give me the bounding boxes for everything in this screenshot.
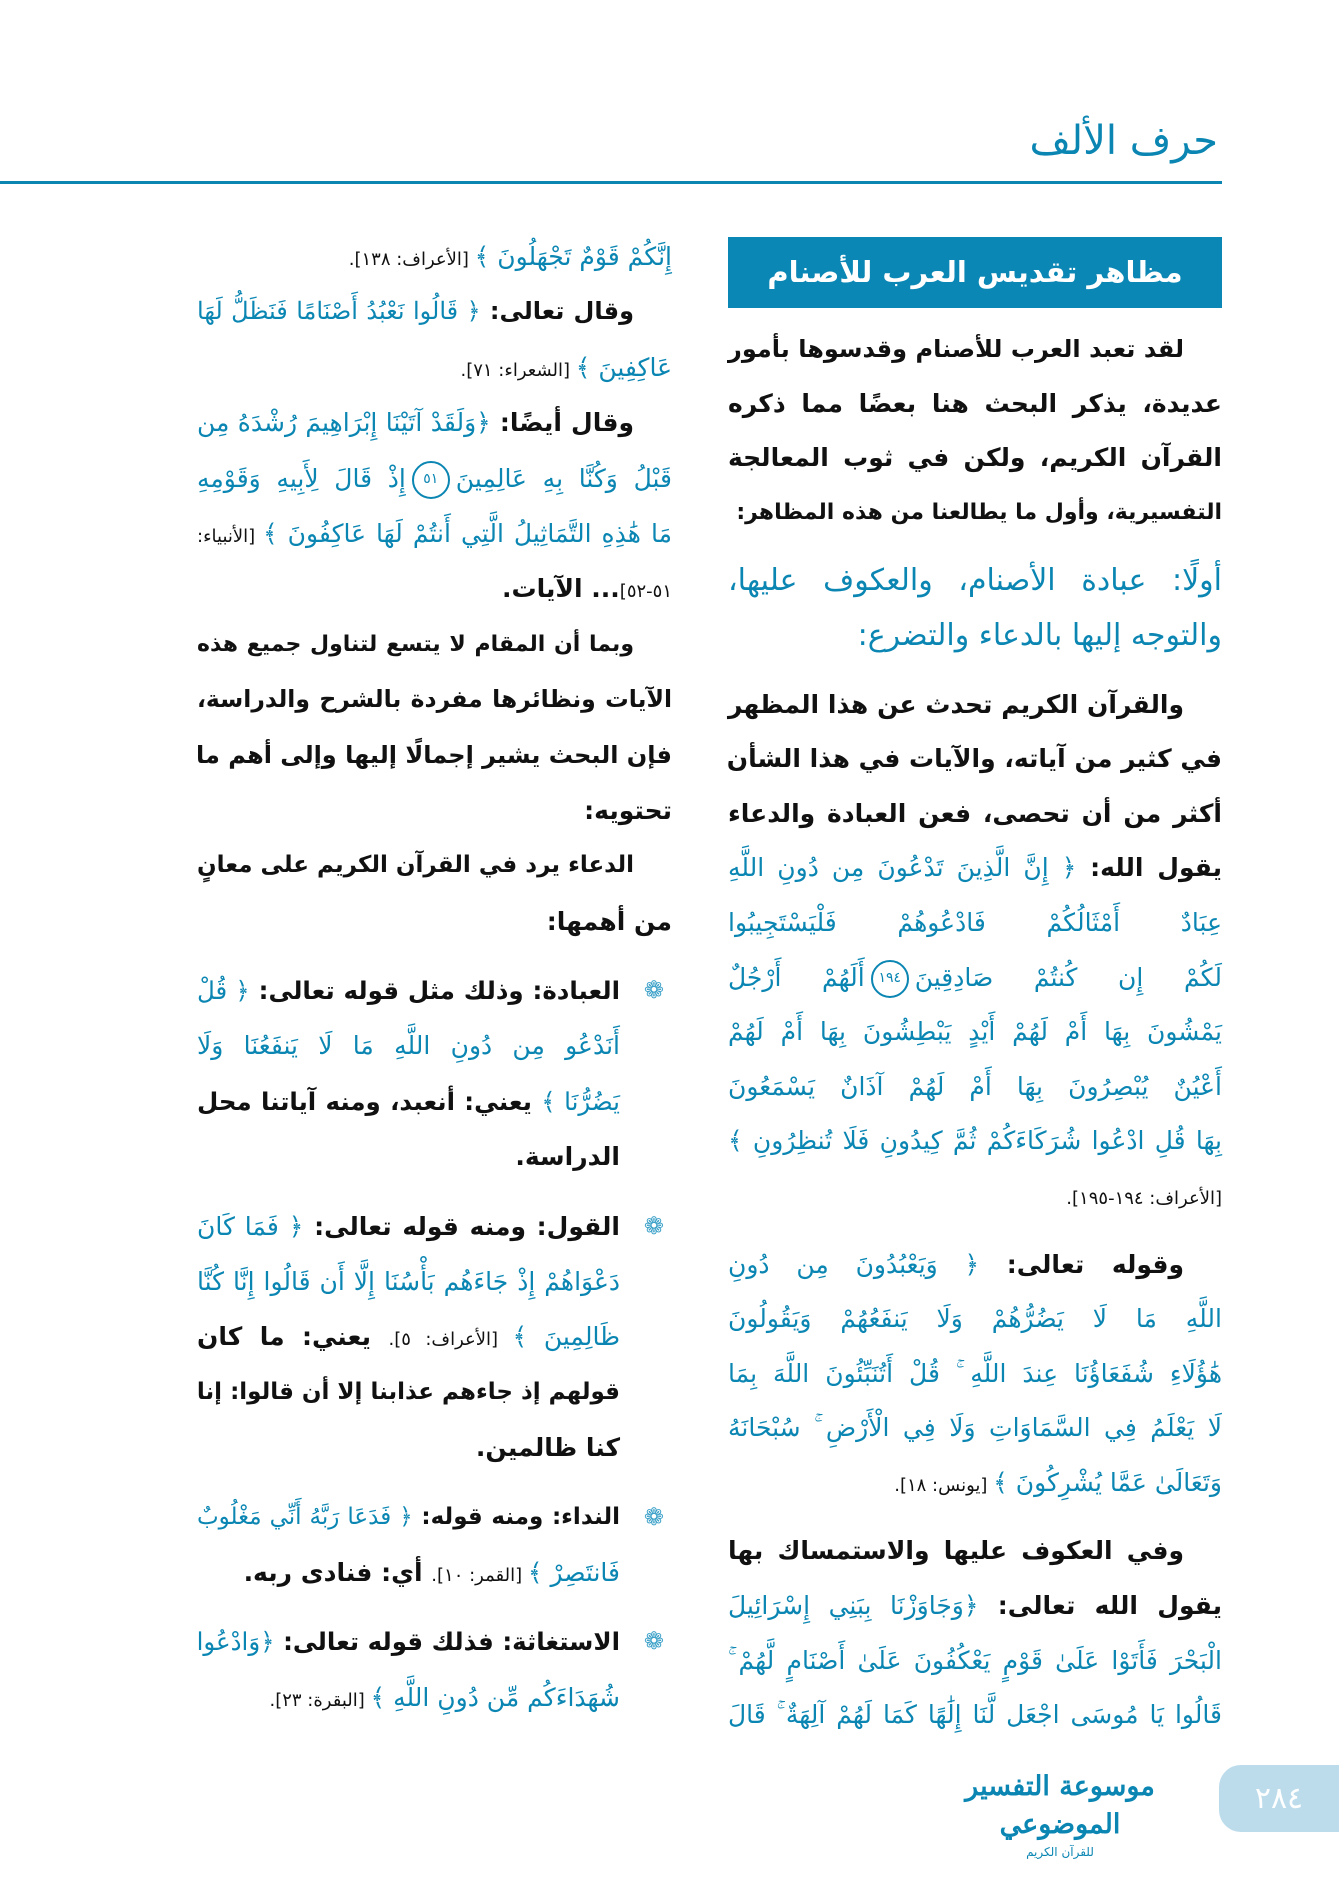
- logo-subtitle: للقرآن الكريم: [1026, 1845, 1094, 1859]
- text-line: [728, 841, 1222, 896]
- bullet-item: [197, 1614, 672, 1725]
- text-line: [728, 732, 1222, 787]
- text-line: [197, 1309, 672, 1364]
- body-text: عديدة، يذكر البحث هنا بعضًا مما ذكره: [728, 388, 1222, 418]
- text-line: [728, 1401, 1222, 1456]
- quran-verse: عَاكِفِينَ ﴾: [575, 352, 672, 382]
- text-line: [197, 451, 672, 506]
- quran-verse: مَا هَٰذِهِ التَّمَاثِيلُ الَّتِي أَنتُمْ لَهَا عَاكِفُونَ ﴾: [262, 518, 672, 548]
- body-text: والتوجه إليها بالدعاء والتضرع:: [857, 617, 1222, 653]
- body-text: وفي العكوف عليها والاستمساك بها: [728, 1536, 1184, 1566]
- text-line: [728, 787, 1222, 842]
- body-text: ومنه قوله تعالى:: [303, 1211, 526, 1241]
- text-line: [728, 322, 1222, 377]
- verse-reference: [الأعراف: ١٣٨].: [348, 249, 475, 270]
- rosette-icon: ❁: [643, 976, 664, 1005]
- body-text: قولهم إذ جاءهم عذابنا إلا أن قالوا: إنا: [196, 1378, 620, 1405]
- paragraph: [728, 1238, 1222, 1511]
- bullet-term: القول:: [526, 1211, 620, 1241]
- text-line: [728, 1524, 1222, 1579]
- text-line: [728, 1688, 1222, 1743]
- body-text: أي: فنادى ربه.: [243, 1557, 432, 1587]
- quran-verse: ﴿ فَمَا كَانَ: [197, 1211, 304, 1241]
- text-line: [728, 1634, 1222, 1689]
- quran-verse: قَبْلُ وَكُنَّا بِهِ عَالِمِينَ: [455, 463, 672, 493]
- quran-verse: قَالُوا يَا مُوسَى اجْعَل لَّنَا إِلَٰهًا كَمَا لَهُمْ آلِهَةٌ ۚ قَالَ: [728, 1700, 1222, 1730]
- body-text: ومنه قوله:: [412, 1503, 544, 1530]
- quran-verse: ﴿ قَالُوا نَعْبُدُ أَصْنَامًا فَنَظَلُّ لَهَا: [197, 297, 481, 326]
- body-text: ... الآيات.: [502, 574, 620, 604]
- text-line: [197, 1074, 672, 1129]
- body-text: يعني: ما كان: [197, 1322, 389, 1352]
- body-text: من أهمها:: [546, 906, 672, 936]
- quran-verse: إِذْ قَالَ لِأَبِيهِ وَقَوْمِهِ: [197, 463, 406, 493]
- text-line: [728, 377, 1222, 432]
- body-text: كنا ظالمين.: [475, 1433, 620, 1463]
- body-text: فذلك قوله تعالى:: [274, 1627, 494, 1657]
- verse-reference: [الأنبياء:: [197, 525, 263, 547]
- quran-verse: هَٰؤُلَاءِ شُفَعَاؤُنَا عِندَ اللَّهِ ۚ قُلْ أَتُنَبِّئُونَ اللَّهَ بِمَا: [728, 1358, 1222, 1388]
- verse-reference: [الشعراء: ٧١].: [460, 359, 576, 381]
- body-text: وذلك مثل قوله تعالى:: [249, 976, 524, 1006]
- header-divider: [0, 181, 1222, 184]
- quran-verse: الْبَحْرَ فَأَتَوْا عَلَىٰ قَوْمٍ يَعْكُفُونَ عَلَىٰ أَصْنَامٍ لَّهُمْ ۚ: [728, 1645, 1222, 1675]
- rosette-icon: ❁: [643, 1502, 664, 1531]
- body-text: الآيات ونظائرها مفردة بالشرح والدراسة،: [197, 685, 672, 714]
- quran-verse: أَعْيُنٌ يُبْصِرُونَ بِهَا أَمْ لَهُمْ آذَانٌ يَسْمَعُونَ: [728, 1071, 1222, 1101]
- section-title-box: مظاهر تقديس العرب للأصنام: [728, 237, 1222, 308]
- bullet-item: [197, 963, 672, 1185]
- body-text: الدراسة.: [515, 1142, 620, 1172]
- quran-verse: لَكُمْ إِن كُنتُمْ صَادِقِينَ: [914, 962, 1223, 992]
- text-line: [197, 561, 672, 616]
- bullet-term: النداء:: [543, 1503, 621, 1530]
- body-text: الدعاء يرد في القرآن الكريم على معانٍ: [197, 852, 634, 879]
- body-text: التفسيرية، وأول ما يطالعنا من هذه المظاهر:: [736, 499, 1222, 525]
- verse-reference: [الأعراف: ٥].: [388, 1329, 513, 1351]
- quran-verse: اللَّهِ مَا لَا يَضُرُّهُمْ وَلَا يَنفَعُهُمْ وَيَقُولُونَ: [728, 1304, 1222, 1334]
- verse-reference: [القمر: ١٠].: [431, 1564, 528, 1586]
- right-column: [728, 237, 1222, 1743]
- text-line: [197, 284, 672, 339]
- text-line: [728, 1579, 1222, 1634]
- text-line: [197, 1545, 672, 1600]
- text-line: [197, 728, 672, 783]
- text-line: [728, 1005, 1222, 1060]
- text-line: [197, 229, 672, 284]
- quran-verse: ﴿ إِنَّ الَّذِينَ تَدْعُونَ مِن دُونِ اللَّهِ: [728, 853, 1077, 883]
- text-line: [728, 896, 1222, 951]
- verse-reference: ٥١-٥٢]: [619, 581, 672, 603]
- text-line: [197, 1254, 672, 1309]
- text-line: [728, 486, 1222, 541]
- encyclopedia-logo: [935, 1768, 1185, 1860]
- body-text: يقول الله:: [1076, 853, 1222, 883]
- text-line: [728, 554, 1222, 609]
- body-text: يعني: أنعبد، ومنه آياتنا محل: [197, 1086, 542, 1116]
- text-line: [197, 340, 672, 395]
- text-line: [728, 951, 1222, 1006]
- text-line: [197, 617, 672, 672]
- body-text: وقوله تعالى:: [979, 1249, 1184, 1279]
- quran-verse: ﴿ قُلْ: [197, 976, 250, 1006]
- paragraph: [197, 229, 672, 949]
- verse-number-badge: ١٩٤: [871, 960, 909, 998]
- text-line: [728, 609, 1222, 664]
- text-line: [197, 506, 672, 561]
- text-line: [197, 1614, 672, 1669]
- logo-title: موسوعة التفسير الموضوعي: [965, 1771, 1155, 1840]
- rosette-icon: ❁: [643, 1627, 664, 1656]
- text-line: [728, 1169, 1222, 1224]
- text-line: [728, 1292, 1222, 1347]
- body-text: والقرآن الكريم تحدث عن هذا المظهر: [728, 689, 1184, 719]
- body-text: وقال تعالى:: [480, 297, 634, 326]
- bullet-term: الاستغاثة:: [493, 1627, 620, 1657]
- chapter-title: حرف الألف: [1029, 118, 1218, 164]
- paragraph: [728, 1524, 1222, 1742]
- quran-verse: فَانتَصِرْ ﴾: [527, 1557, 620, 1587]
- body-text: لقد تعبد العرب للأصنام وقدسوها بأمور: [728, 335, 1184, 363]
- bullet-item: [197, 1490, 672, 1601]
- body-text: وبما أن المقام لا يتسع لتناول جميع هذه: [197, 631, 634, 657]
- body-text: فإن البحث يشير إجمالًا إليها وإلى أهم ما: [196, 740, 672, 769]
- quran-verse: ظَالِمِينَ ﴾: [512, 1322, 620, 1352]
- text-line: [728, 1347, 1222, 1402]
- verse-reference: [الأعراف: ١٩٤-١٩٥].: [1066, 1187, 1222, 1209]
- quran-verse: ﴿وَادْعُوا: [196, 1627, 275, 1657]
- quran-verse: ﴿وَلَقَدْ آتَيْنَا إِبْرَاهِيمَ رُشْدَهُ مِن: [197, 408, 491, 438]
- text-line: [728, 1456, 1222, 1511]
- body-text: في كثير من آياته، والآيات في هذا الشأن: [726, 744, 1222, 774]
- quran-verse: إِنَّكُمْ قَوْمٌ تَجْهَلُونَ ﴾: [474, 242, 672, 271]
- quran-verse: يَضُرُّنَا ﴾: [541, 1086, 620, 1116]
- rosette-icon: ❁: [643, 1211, 664, 1240]
- quran-verse: أَنَدْعُو مِن دُونِ اللَّهِ مَا لَا يَنفَعُنَا وَلَا: [197, 1031, 620, 1061]
- bullet-term: العبادة:: [523, 976, 620, 1006]
- quran-verse: دَعْوَاهُمْ إِذْ جَاءَهُم بَأْسُنَا إِلَّا أَن قَالُوا إِنَّا كُنَّا: [197, 1267, 620, 1297]
- text-line: [197, 894, 672, 949]
- page-number: ٢٨٤: [1219, 1765, 1339, 1832]
- body-text: تحتويه:: [584, 795, 672, 825]
- quran-verse: شُهَدَاءَكُم مِّن دُونِ اللَّهِ ﴾: [370, 1682, 620, 1712]
- text-line: [197, 672, 672, 727]
- body-text: أكثر من أن تحصى، فعن العبادة والدعاء: [728, 798, 1222, 828]
- quran-verse: عِبَادٌ أَمْثَالُكُمْ فَادْعُوهُمْ فَلْيَسْتَجِيبُوا: [728, 907, 1222, 937]
- quran-verse: ﴿ وَيَعْبُدُونَ مِن دُونِ: [728, 1249, 980, 1279]
- text-line: [728, 1060, 1222, 1115]
- text-line: [197, 1018, 672, 1073]
- text-line: [728, 1114, 1222, 1169]
- text-line: [197, 395, 672, 450]
- text-line: [197, 1365, 672, 1420]
- quran-verse: وَتَعَالَىٰ عَمَّا يُشْرِكُونَ ﴾: [993, 1467, 1222, 1497]
- paragraph: [728, 678, 1222, 1224]
- text-line: [197, 783, 672, 838]
- paragraph: [728, 322, 1222, 540]
- body-text: أولًا: عبادة الأصنام، والعكوف عليها،: [728, 563, 1222, 599]
- text-line: [197, 1420, 672, 1475]
- subheading: [728, 554, 1222, 663]
- quran-verse: لَا يَعْلَمُ فِي السَّمَاوَاتِ وَلَا فِي الْأَرْضِ ۚ سُبْحَانَهُ: [728, 1413, 1222, 1443]
- body-text: القرآن الكريم، ولكن في ثوب المعالجة: [728, 443, 1222, 473]
- body-text: وقال أيضًا:: [490, 408, 634, 438]
- text-line: [197, 963, 672, 1018]
- verse-reference: [يونس: ١٨].: [894, 1474, 994, 1496]
- bullet-item: [197, 1199, 672, 1476]
- quran-verse: ﴿ فَدَعَا رَبَّهُ أَنِّي مَغْلُوبٌ: [197, 1503, 413, 1530]
- text-line: [197, 1490, 672, 1545]
- verse-number-badge: ٥١: [412, 461, 450, 499]
- text-line: [197, 1199, 672, 1254]
- quran-verse: بِهَا قُلِ ادْعُوا شُرَكَاءَكُمْ ثُمَّ كِيدُونِ فَلَا تُنظِرُونِ ﴾: [728, 1126, 1222, 1156]
- text-line: [197, 1670, 672, 1725]
- body-text: يقول الله تعالى:: [978, 1591, 1222, 1621]
- text-line: [728, 431, 1222, 486]
- quran-verse: ﴿وَجَاوَزْنَا بِبَنِي إِسْرَائِيلَ: [728, 1591, 979, 1621]
- verse-reference: [البقرة: ٢٣].: [269, 1689, 371, 1711]
- left-column: [197, 229, 672, 1725]
- quran-verse: أَلَهُمْ أَرْجُلٌ: [728, 962, 865, 992]
- text-line: [197, 1129, 672, 1184]
- quran-verse: يَمْشُونَ بِهَا أَمْ لَهُمْ أَيْدٍ يَبْطِشُونَ بِهَا أَمْ لَهُمْ: [728, 1017, 1222, 1047]
- text-line: [728, 1238, 1222, 1293]
- text-line: [728, 678, 1222, 733]
- text-line: [197, 838, 672, 893]
